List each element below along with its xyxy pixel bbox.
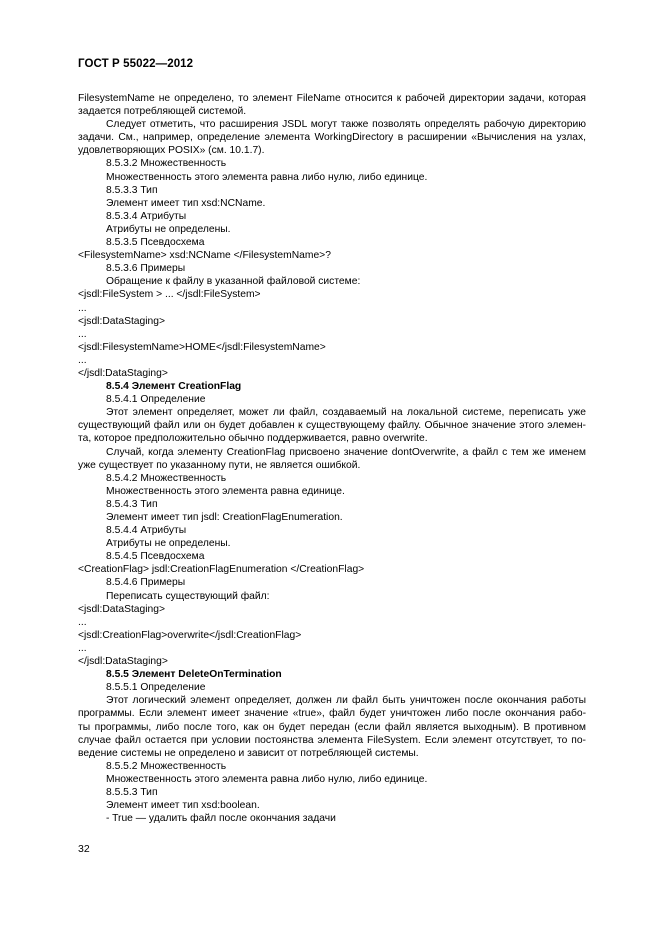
text-line: ведение системы не определено и зависит от потребляющей системы. — [78, 747, 419, 759]
text-line: удовлетворяющих POSIX» (см. 10.1.7). — [78, 145, 265, 157]
text-line: 8.5.4.2 Множественность — [106, 472, 227, 484]
document-header: ГОСТ Р 55022—2012 — [78, 58, 194, 70]
text-line: Переписать существующий файл: — [106, 590, 270, 602]
text-line: 8.5.4.5 Псевдосхема — [106, 551, 205, 563]
text-line: <jsdl:CreationFlag>overwrite</jsdl:CreationFlag> — [78, 629, 302, 641]
text-line: </jsdl:DataStaging> — [78, 367, 168, 379]
text-line: задается потребляющей системой. — [78, 106, 247, 118]
text-line: Обращение к файлу в указанной файловой системе: — [106, 276, 361, 288]
text-line: 8.5.3.6 Примеры — [106, 263, 186, 275]
text-line: существующий файл или он будет добавлен к существующему файлу. Обычное значение этого элемен- — [78, 420, 586, 432]
text-line: Атрибуты не определены. — [106, 538, 231, 550]
text-line: 8.5.5.1 Определение — [106, 682, 206, 694]
text-line: 8.5.3.3 Тип — [106, 184, 158, 196]
section-heading: 8.5.5 Элемент DeleteOnTermination — [106, 669, 282, 681]
text-line: FilesystemName не определено, то элемент FileName относится к рабочей директории задачи, которая — [78, 93, 586, 104]
text-line: случае файл остается при условии постоянства элемента FileSystem. Если элемент отсутствует, то по- — [78, 734, 586, 746]
text-line: 8.5.4.4 Атрибуты — [106, 525, 187, 537]
text-line: Этот логический элемент определяет, должен ли файл быть уничтожен после окончания работы — [106, 695, 586, 707]
text-line: <jsdl:DataStaging> — [78, 603, 166, 615]
text-line: Этот элемент определяет, может ли файл, создаваемый на локальной системе, переписать уже — [106, 407, 586, 419]
text-line: 8.5.5.2 Множественность — [106, 760, 227, 772]
text-line: 8.5.3.2 Множественность — [106, 158, 227, 170]
text-line: <jsdl:DataStaging> — [78, 315, 166, 327]
text-line: Множественность этого элемента равна единице. — [106, 485, 345, 497]
text-line: уже существует по указанному пути, не является ошибкой. — [78, 459, 361, 471]
text-line: 8.5.3.5 Псевдосхема — [106, 237, 205, 249]
text-line: Атрибуты не определены. — [106, 223, 231, 235]
text-line: <CreationFlag> jsdl:CreationFlagEnumeration </CreationFlag> — [78, 564, 365, 576]
text-line: ... — [78, 642, 87, 654]
text-line: ты программы, либо после того, как он будет передан (если файл является выходным). В противном — [78, 721, 586, 733]
section-heading: 8.5.4 Элемент CreationFlag — [106, 381, 242, 393]
text-line: <jsdl:FilesystemName>HOME</jsdl:FilesystemName> — [78, 341, 326, 353]
page-number: 32 — [78, 843, 90, 855]
text-line: Множественность этого элемента равна либо нулю, либо единице. — [106, 773, 428, 785]
text-line: 8.5.4.6 Примеры — [106, 577, 186, 589]
text-line: ... — [78, 354, 87, 366]
text-line: ... — [78, 616, 87, 628]
text-line: ... — [78, 328, 87, 340]
text-line: 8.5.4.1 Определение — [106, 394, 206, 406]
text-line: 8.5.5.3 Тип — [106, 786, 158, 798]
text-line: Элемент имеет тип xsd:NCName. — [106, 197, 266, 209]
text-line: <jsdl:FileSystem > ... </jsdl:FileSystem> — [78, 289, 261, 301]
text-line: </jsdl:DataStaging> — [78, 656, 168, 668]
text-line: задачи. См., например, определение элемента WorkingDirectory в расширении «Вычисления на узлах, — [78, 132, 586, 144]
text-line: Множественность этого элемента равна либо нулю, либо единице. — [106, 171, 428, 183]
text-line: <FilesystemName> xsd:NCName </FilesystemName>? — [78, 250, 331, 262]
text-line: ... — [78, 302, 87, 314]
document-body — [78, 92, 586, 825]
text-line: 8.5.3.4 Атрибуты — [106, 210, 187, 222]
text-line: 8.5.4.3 Тип — [106, 498, 158, 510]
text-line: Элемент имеет тип jsdl: CreationFlagEnumeration. — [106, 512, 343, 523]
text-line: Следует отметить, что расширения JSDL могут также позволять определять рабочую директорию — [106, 119, 586, 131]
text-line: Элемент имеет тип xsd:boolean. — [106, 800, 260, 812]
text-line: та, которое предположительно обычно поддерживается, равно overwrite. — [78, 433, 428, 445]
text-line: программы. Если элемент имеет значение «true», файл будет уничтожен либо после окончания рабо- — [78, 708, 586, 720]
text-line: - True — удалить файл после окончания задачи — [106, 813, 336, 825]
text-line: Случай, когда элементу CreationFlag присвоено значение dontOverwrite, а файл с тем же именем — [106, 446, 586, 458]
